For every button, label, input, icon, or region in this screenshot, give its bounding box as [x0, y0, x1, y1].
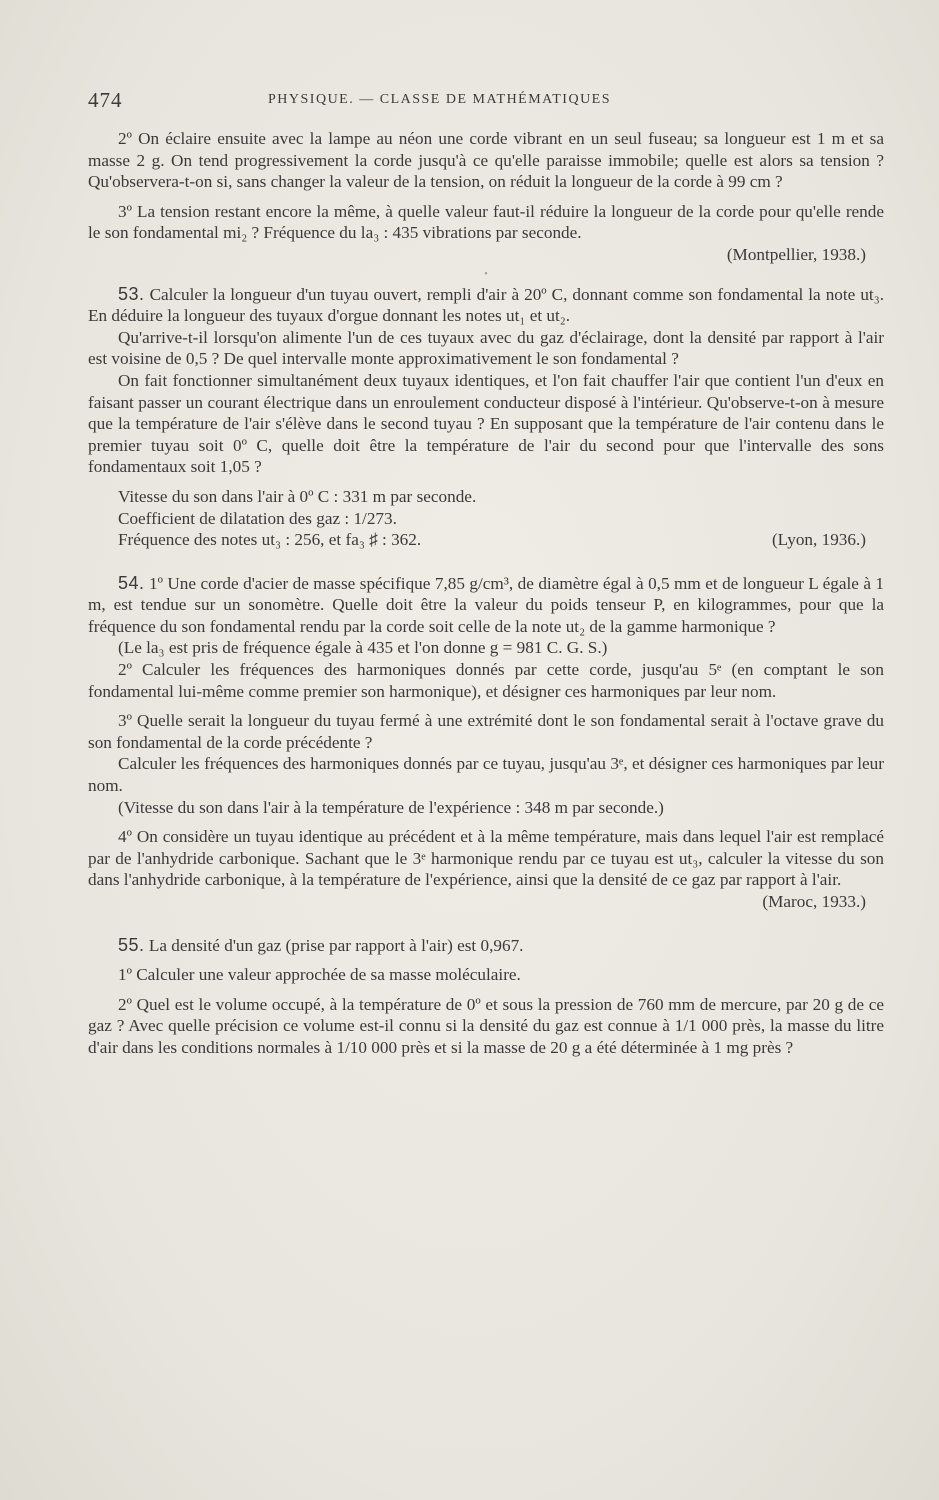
ex53-source: (Lyon, 1936.)	[771, 530, 866, 550]
ex54-part4: 4º On considère un tuyau identique au précédent et à la même température, mais dans lequel l'air est remplacé par de l'anhydride carbonique. Sachant que le 3ᵉ harmonique rendu par ce tuyau est ut₃, calculer la vitesse du son dans l'anhydride carbonique, à la température de l'expérience, ainsi que la densité de ce gaz par rapport à l'air.	[88, 827, 884, 890]
ex52-source: (Montpellier, 1938.)	[726, 244, 866, 264]
ex53-data3: Fréquence des notes ut₃ : 256, et fa₃ ♯ : 362.	[118, 530, 422, 550]
page-content	[88, 128, 884, 1059]
ex55-number: 55.	[118, 934, 145, 955]
ex53-statement	[88, 284, 884, 327]
ex54-part3: 3º Quelle serait la longueur du tuyau fermé à une extrémité dont le son fondamental serait à l'octave grave du son fondamental de la corde précédente ?	[88, 711, 884, 752]
ex55-part2: 2º Quel est le volume occupé, à la température de 0º et sous la pression de 760 mm de mercure, par 20 g de ce gaz ? Avec quelle précision ce volume est-il connu si la densité du gaz est connue à 1/1 000 près, la masse du litre d'air dans les conditions normales à 1/10 000 près et si la masse de 20 g a été déterminée à 1 mg près ?	[88, 994, 884, 1057]
ex53-part1: Calculer la longueur d'un tuyau ouvert, rempli d'air à 20º C, donnant comme son fondamental la note ut₃. En déduire la longueur des tuyaux d'orgue donnant les notes ut₁ et ut₂.	[88, 284, 884, 326]
ex53-data1: Vitesse du son dans l'air à 0º C : 331 m par seconde.	[118, 486, 477, 506]
ex53-part3: On fait fonctionner simultanément deux tuyaux identiques, et l'on fait chauffer l'air que contient l'un d'eux en faisant passer un courant électrique dans un enroulement conducteur disposé à l'intérieur. Qu'observe-t-on à mesure que la température de l'air s'élève dans le second tuyau ? En supposant que la température de l'air contenu dans le premier tuyau soit 0º C, quelle doit être la température de l'air du second pour que l'intervalle des sons fondamentaux soit 1,05 ?	[88, 370, 884, 477]
ex52-part3: 3º La tension restant encore la même, à quelle valeur faut-il réduire la longueur de la corde pour qu'elle rende le son fondamental mi₂ ? Fréquence du la₃ : 435 vibrations par seconde.	[88, 201, 884, 243]
ex54-part1: 1º Une corde d'acier de masse spécifique 7,85 g/cm³, de diamètre égal à 0,5 mm et de longueur L égale à 1 m, est tendue sur un sonomètre. Quelle doit être la valeur du poids tenseur P, en kilogrammes, pour que la fréquence du son fondamental rendu par la corde soit celle de la note ut₂ de la gamme harmonique ?	[88, 573, 885, 636]
ex54-statement	[88, 573, 884, 638]
ex54-number: 54.	[118, 572, 145, 593]
ex53-part2: Qu'arrive-t-il lorsqu'on alimente l'un de ces tuyaux avec du gaz d'éclairage, dont la densité par rapport à l'air est voisine de 0,5 ? De quel intervalle monte approximativement le son fondamental ?	[88, 327, 884, 369]
ex54-part3b: Calculer les fréquences des harmoniques donnés par ce tuyau, jusqu'au 3ᵉ, et désigner ces harmoniques par leur nom.	[88, 754, 884, 796]
separator-dot: •	[484, 268, 488, 280]
page-number: 474	[88, 88, 123, 112]
ex55-statement	[88, 935, 884, 957]
page-header	[88, 88, 888, 114]
ex55-part1: 1º Calculer une valeur approchée de sa masse moléculaire.	[118, 965, 521, 985]
ex53-number: 53.	[118, 283, 145, 304]
ex53-data3-line	[88, 529, 884, 551]
running-title: PHYSIQUE. — CLASSE DE MATHÉMATIQUES	[268, 92, 612, 107]
ex53-data2: Coefficient de dilatation des gaz : 1/273.	[118, 508, 397, 528]
ex52-part2: 2º On éclaire ensuite avec la lampe au néon une corde vibrant en un seul fuseau; sa longueur est 1 m et sa masse 2 g. On tend progressivement la corde jusqu'à ce qu'elle paraisse immobile; quelle est alors sa tension ? Qu'observera-t-on si, sans changer la valeur de la tension, on réduit la longueur de la corde à 99 cm ?	[88, 129, 884, 192]
ex55-intro: La densité d'un gaz (prise par rapport à l'air) est 0,967.	[148, 935, 524, 955]
ex54-part2: 2º Calculer les fréquences des harmoniques donnés par cette corde, jusqu'au 5ᵉ (en comptant le son fondamental lui-même comme premier son harmonique), et désigner ces harmoniques par leur nom.	[88, 660, 884, 701]
ex54-part1-note: (Le la₃ est pris de fréquence égale à 435 et l'on donne g = 981 C. G. S.)	[118, 638, 608, 658]
ex54-part3c: (Vitesse du son dans l'air à la température de l'expérience : 348 m par seconde.)	[118, 797, 664, 817]
ex54-source: (Maroc, 1933.)	[762, 892, 866, 911]
